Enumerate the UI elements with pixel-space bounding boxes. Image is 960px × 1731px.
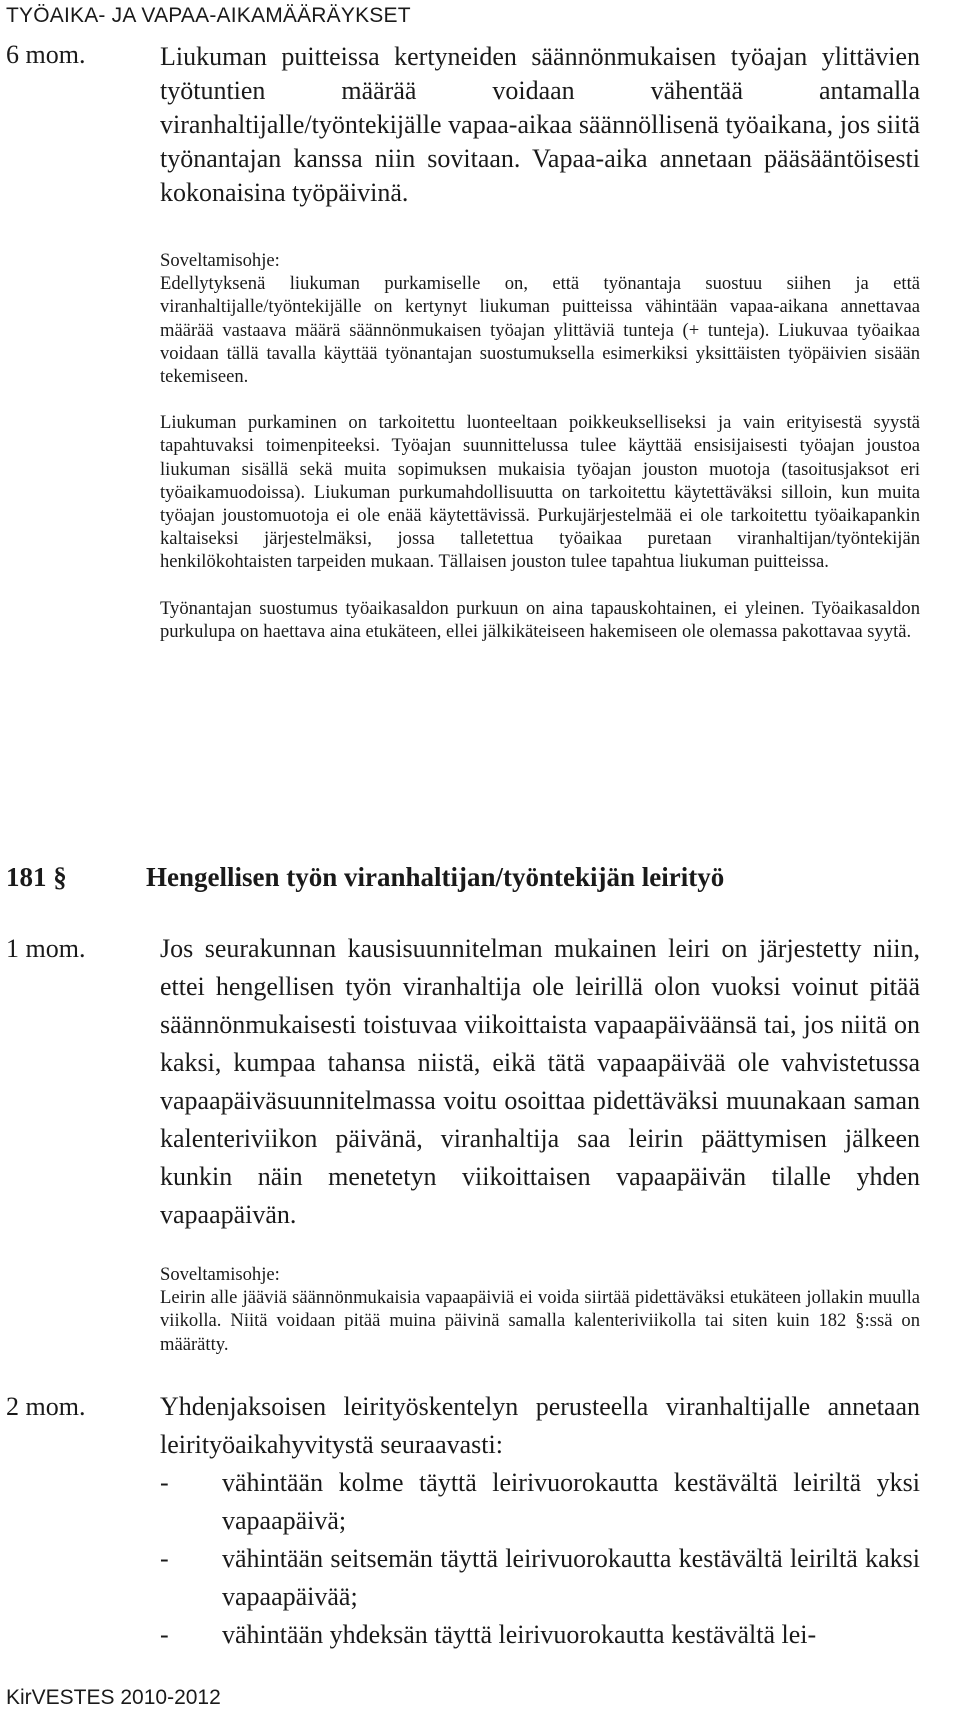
running-footer: KirVESTES 2010-2012 [6, 1686, 221, 1709]
guidance-1-paragraph-3: Työnantajan suostumus työaikasaldon purkuun on aina tapauskohtainen, ei yleinen. Työaikasaldon purkulupa on haettava aina etukäteen, ellei jälkikäteiseen hakemiseen ole olemassa pakottavaa syytä. [160, 597, 920, 642]
list-item-text: vähintään kolme täyttä leirivuorokautta kestävältä leiriltä yksi vapaapäivä; [222, 1468, 920, 1535]
mom6-label: 6 mom. [6, 40, 86, 69]
guidance-1-paragraph-2: Liukuman purkaminen on tarkoitettu luonteeltaan poikkeukselliseksi ja vain erityisestä syystä tapahtuvaksi toimenpiteeksi. Työajan suunnittelussa tulee käyttää ensisijaisesti työajan joustoa liukuman sisällä sekä muita sopimuksen mukaisia työajan jouston muotoja (tasoitusjaksot eri työaikamuodoissa). Liukuman purkumahdollisuutta on tarkoitettu käytettäväksi silloin, kun muita työajan joustomuotoja ei ole enää käytettävissä. Purkujärjestelmää ei ole tarkoitettu työaikapankin kaltaiseksi järjestelmäksi, jossa talletettua työaikaa puretaan viranhaltijan/työntekijän henkilökohtaisten tarpeiden mukaan. Tällaisen jouston tulee tapahtua liukuman puitteissa. [160, 412, 920, 573]
running-header: TYÖAIKA- JA VAPAA-AIKAMÄÄRÄYKSET [6, 4, 411, 27]
mom1-text: Jos seurakunnan kausisuunnitelman mukainen leiri on järjestetty niin, ettei hengellisen työn viranhaltija ole leirillä olon vuoksi voinut pitää säännönmukaisesti toistuvaa viikoittaista vapaapäiväänsä tai, jos niitä on kaksi, kumpaa tahansa niistä, eikä tätä vapaapäivää ole vahvistetussa vapaapäiväsuunnitelmassa voitu osoittaa pidettäväksi muunakaan saman kalenteriviikon päivänä, viranhaltija saa leirin päättymisen jälkeen kunkin näin menetetyn viikoittaisen vapaapäivän tilalle yhden vapaapäivän. [160, 934, 920, 1229]
mom2-intro: Yhdenjaksoisen leirityöskentelyn perusteella viranhaltijalle annetaan leirityöaikahyvitystä seuraavasti: [160, 1392, 920, 1459]
list-dash: - [160, 1544, 169, 1573]
list-item-text: vähintään yhdeksän täyttä leirivuorokautta kestävältä lei- [222, 1620, 817, 1649]
section-181-heading [6, 862, 724, 893]
mom2-label: 2 mom. [6, 1392, 86, 1421]
guidance-2-paragraph-1: Leirin alle jääviä säännönmukaisia vapaapäiviä ei voida siirtää pidettäväksi etukäteen jollakin muulla viikolla. Niitä voidaan pitää muina päivinä samalla kalenteriviikolla tai siten kuin 182 §:ssä on määrätty. [160, 1287, 920, 1355]
section-number: 181 § [6, 862, 67, 892]
guidance-1-heading: Soveltamisohje: [160, 250, 280, 271]
guidance-2-heading: Soveltamisohje: [160, 1264, 280, 1285]
list-item [160, 1616, 920, 1654]
list-dash: - [160, 1468, 169, 1497]
mom2-list [160, 1464, 920, 1654]
guidance-1 [160, 249, 920, 643]
list-dash: - [160, 1620, 169, 1649]
list-item-text: vähintään seitsemän täyttä leirivuorokautta kestävältä leiriltä kaksi vapaapäivää; [222, 1544, 920, 1611]
mom1-label: 1 mom. [6, 934, 86, 963]
list-item [160, 1540, 920, 1616]
mom6-text: Liukuman puitteissa kertyneiden säännönmukaisen työajan ylittävien työtuntien määrää voidaan vähentää antamalla viranhaltijalle/työntekijälle vapaa-aikaa säännöllisenä työaikana, jos siitä työnantajan kanssa niin sovitaan. Vapaa-aika annetaan pääsääntöisesti kokonaisina työpäivinä. [160, 42, 920, 207]
guidance-1-paragraph-1: Edellytyksenä liukuman purkamiselle on, että työnantaja suostuu siihen ja että viranhaltijalle/työntekijälle on kertynyt liukuman puitteissa vähintään vapaa-aikana annettavaa määrää vastaava määrä säännönmukaisen työajan ylittäviä tunteja (+ tunteja). Liukuvaa työaikaa voidaan tällä tavalla käyttää työnantajan suostumuksella esimerkiksi yksittäisten työpäivien sisään tekemiseen. [160, 273, 920, 388]
list-item [160, 1464, 920, 1540]
guidance-2 [160, 1263, 920, 1356]
section-title: Hengellisen työn viranhaltijan/työntekijän leirityö [146, 862, 725, 892]
